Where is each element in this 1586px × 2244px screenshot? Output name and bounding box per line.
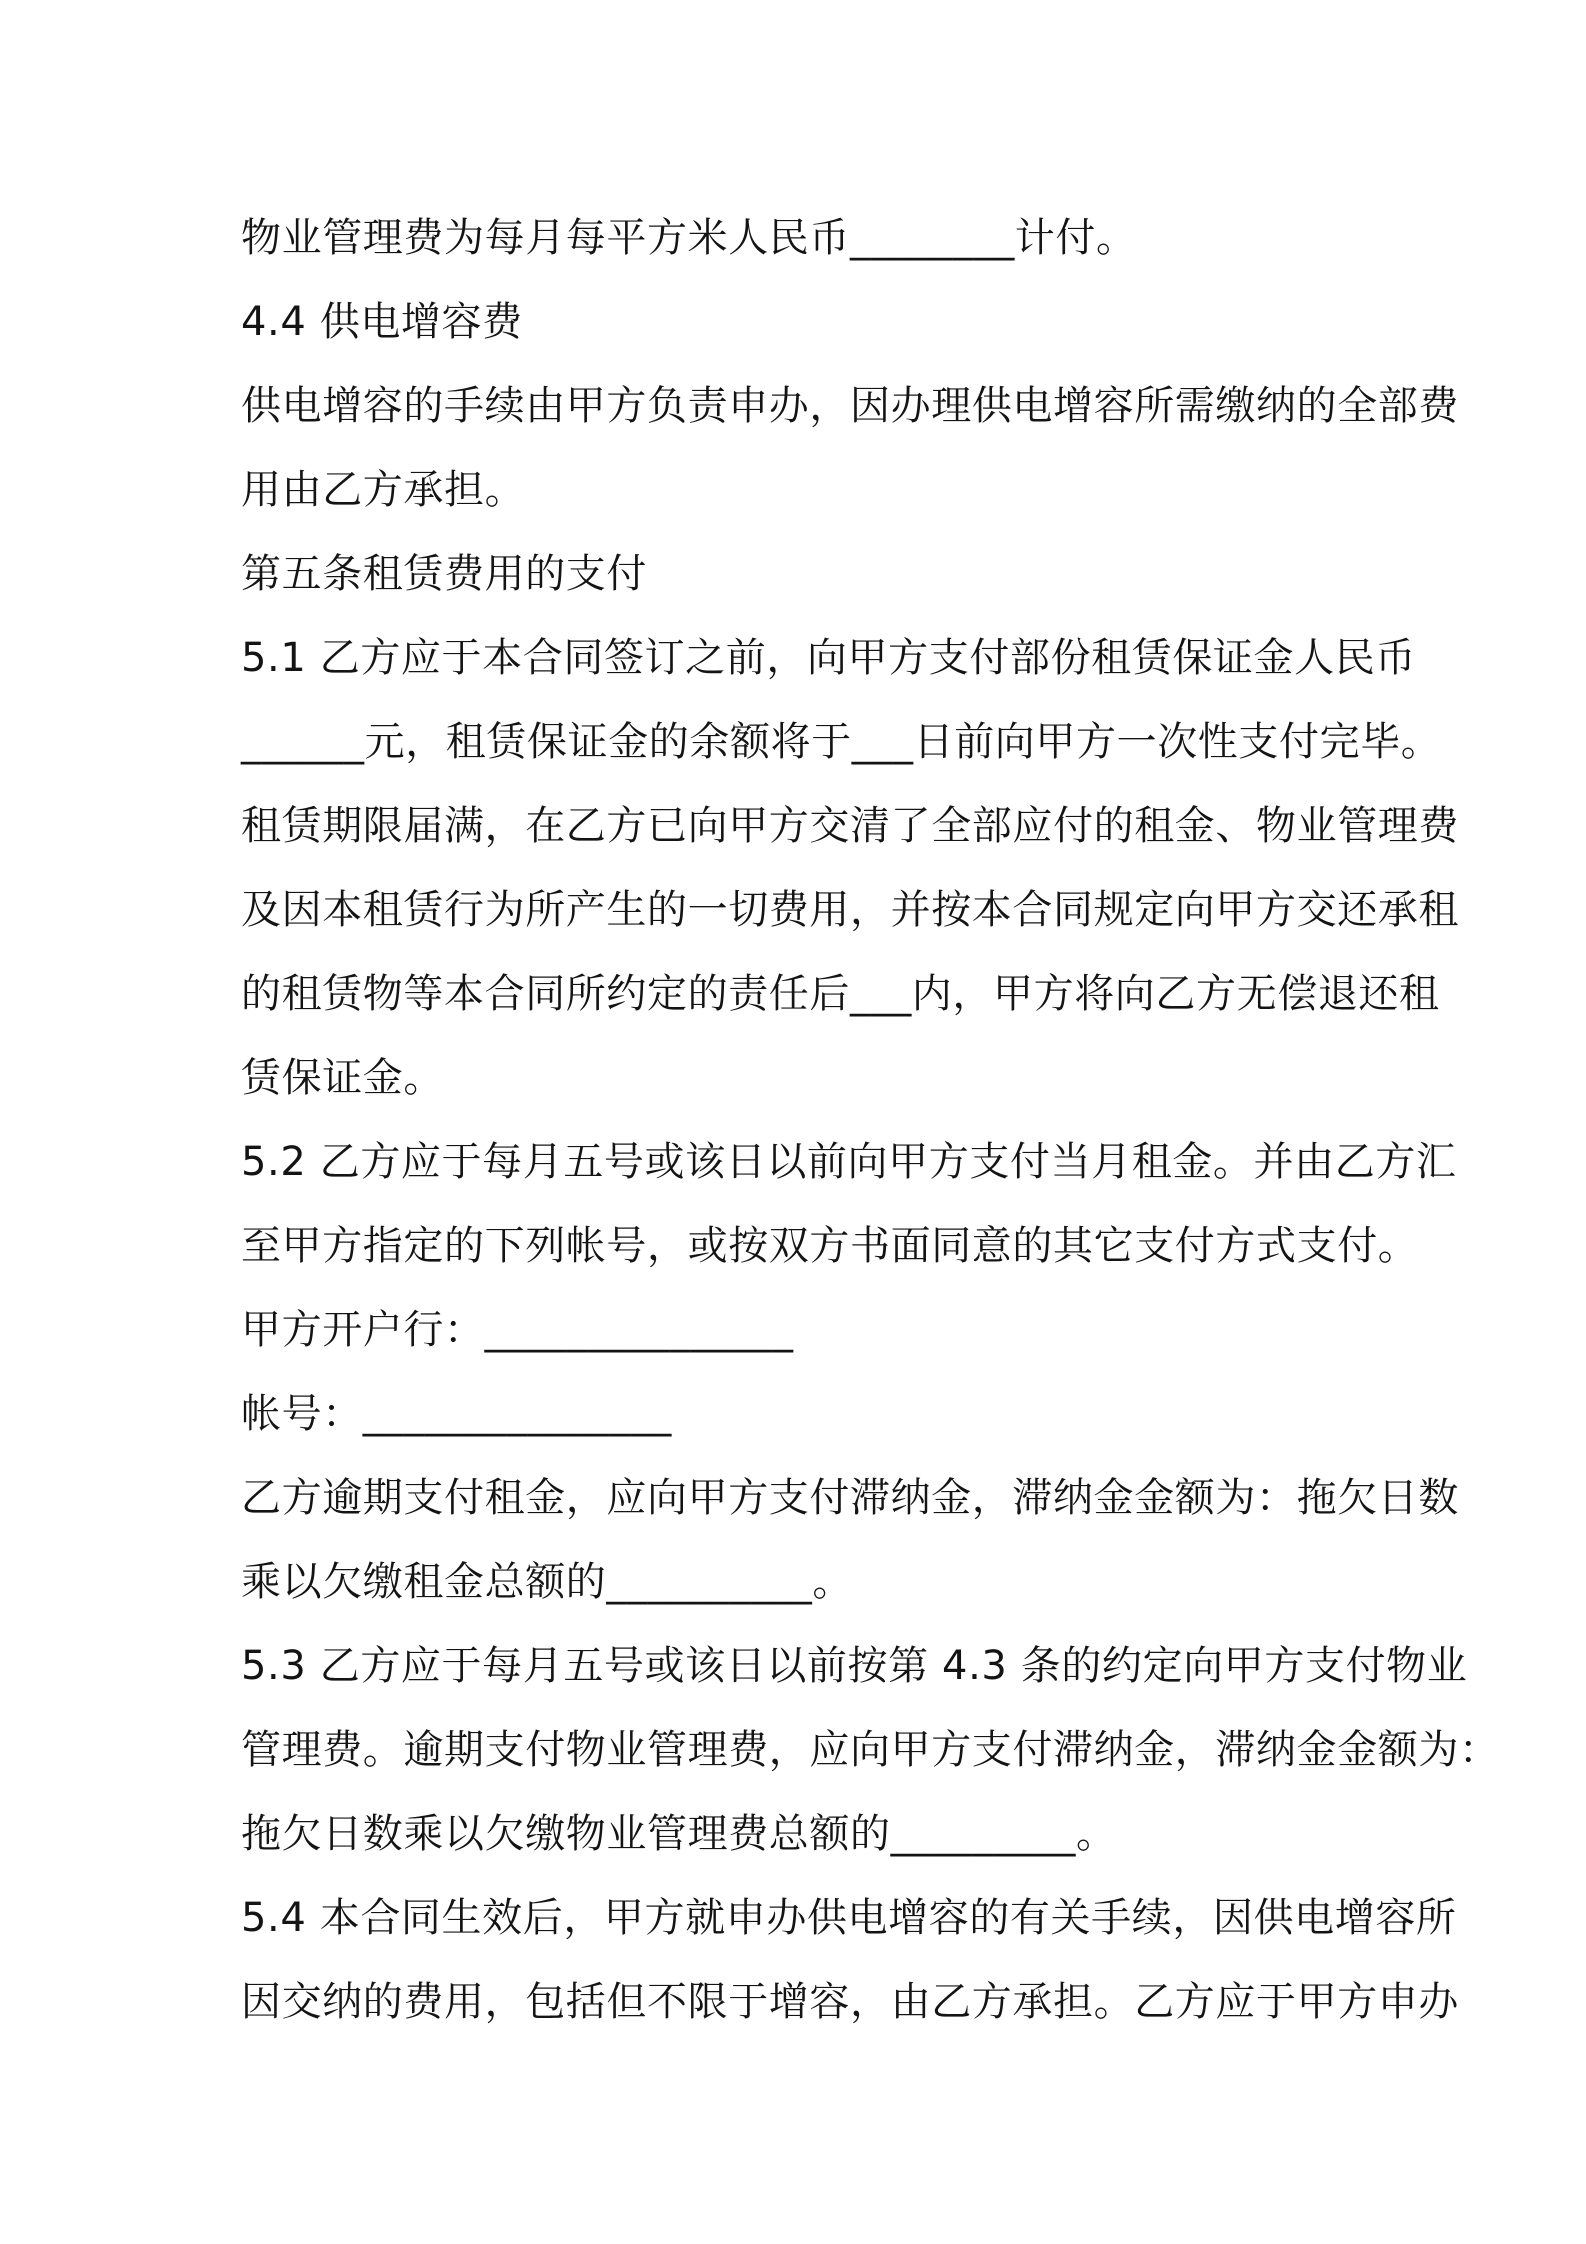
- text-line: 拖欠日数乘以欠缴物业管理费总额的_________。: [241, 1811, 1117, 1857]
- text-line: 5.4 本合同生效后，甲方就申办供电增容的有关手续，因供电增容所: [241, 1895, 1457, 1941]
- text-line: 供电增容的手续由甲方负责申办，因办理供电增容所需缴纳的全部费: [241, 383, 1459, 429]
- text-line: 赁保证金。: [241, 1055, 444, 1101]
- text-line: 用由乙方承担。: [241, 467, 526, 513]
- text-line: 5.1 乙方应于本合同签订之前，向甲方支付部份租赁保证金人民币: [241, 635, 1416, 681]
- section-heading: 4.4 供电增容费: [241, 299, 523, 345]
- text-line: 及因本租赁行为所产生的一切费用，并按本合同规定向甲方交还承租: [241, 887, 1459, 933]
- bank-field-line: 甲方开户行：_______________: [241, 1307, 794, 1353]
- text-line: 因交纳的费用，包括但不限于增容，由乙方承担。乙方应于甲方申办: [241, 1979, 1459, 2025]
- text-line: 租赁期限届满，在乙方已向甲方交清了全部应付的租金、物业管理费: [241, 803, 1459, 849]
- text-line: 乙方逾期支付租金，应向甲方支付滞纳金，滞纳金金额为：拖欠日数: [241, 1475, 1459, 1521]
- account-field-line: 帐号：_______________: [241, 1391, 672, 1437]
- text-line: 至甲方指定的下列帐号，或按双方书面同意的其它支付方式支付。: [241, 1223, 1419, 1269]
- text-line: 乘以欠缴租金总额的__________。: [241, 1559, 853, 1605]
- text-line: 物业管理费为每月每平方米人民币________计付。: [241, 215, 1137, 261]
- text-line: ______元，租赁保证金的余额将于___日前向甲方一次性支付完毕。: [241, 719, 1442, 765]
- text-line: 5.2 乙方应于每月五号或该日以前向甲方支付当月租金。并由乙方汇: [241, 1139, 1457, 1185]
- text-line: 5.3 乙方应于每月五号或该日以前按第 4.3 条的约定向甲方支付物业: [241, 1643, 1468, 1689]
- text-line: 的租赁物等本合同所约定的责任后___内，甲方将向乙方无偿退还租: [241, 971, 1440, 1017]
- text-line: 管理费。逾期支付物业管理费，应向甲方支付滞纳金，滞纳金金额为：: [241, 1727, 1500, 1773]
- document-body: [241, 196, 1500, 2044]
- article-heading: 第五条租赁费用的支付: [241, 551, 647, 597]
